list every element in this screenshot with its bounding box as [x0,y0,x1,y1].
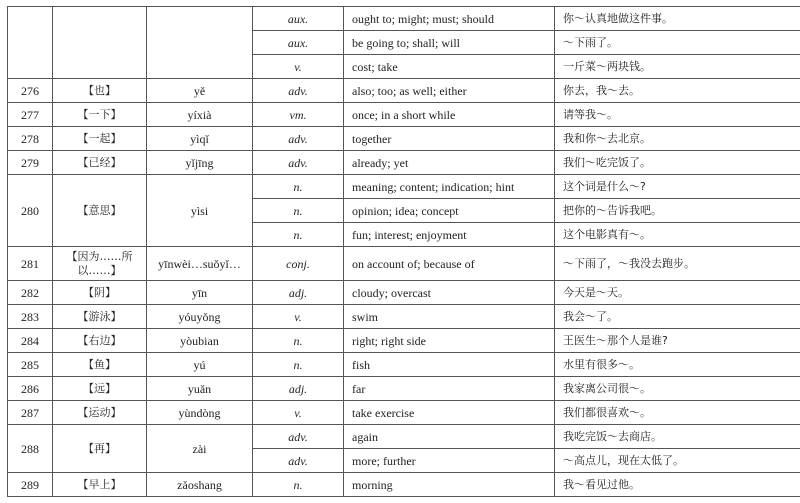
meaning: opinion; idea; concept [344,199,555,223]
table-row [8,7,800,31]
entry-number: 278 [8,127,53,151]
meaning: more; further [344,449,555,473]
example-sentence: 请等我～。 [555,103,800,127]
meaning: far [344,377,555,401]
part-of-speech: adv. [253,79,344,103]
entry-pinyin: yòubian [147,329,253,353]
example-sentence: 我们都很喜欢～。 [555,401,800,425]
part-of-speech: adv. [253,425,344,449]
part-of-speech: n. [253,199,344,223]
meaning: again [344,425,555,449]
entry-word: 【也】 [53,79,147,103]
entry-number: 288 [8,425,53,473]
entry-pinyin: yìqǐ [147,127,253,151]
part-of-speech: adv. [253,127,344,151]
entry-pinyin: yuǎn [147,377,253,401]
part-of-speech: vm. [253,103,344,127]
vocabulary-table [7,6,800,497]
meaning: take exercise [344,401,555,425]
meaning: be going to; shall; will [344,31,555,55]
table-row [8,79,800,103]
example-sentence: 你去，我～去。 [555,79,800,103]
meaning: on account of; because of [344,247,555,281]
example-sentence: 我会～了。 [555,305,800,329]
entry-word: 【早上】 [53,473,147,497]
example-sentence: 一斤菜～两块钱。 [555,55,800,79]
entry-word: 【鱼】 [53,353,147,377]
entry-word: 【阴】 [53,281,147,305]
table-row [8,281,800,305]
entry-pinyin: yīnwèi…suǒyǐ… [147,247,253,281]
meaning: ought to; might; must; should [344,7,555,31]
entry-pinyin: zài [147,425,253,473]
table-row [8,329,800,353]
table-row [8,151,800,175]
entry-number [8,7,53,79]
example-sentence: ～高点儿，现在太低了。 [555,449,800,473]
table-row [8,103,800,127]
part-of-speech: adv. [253,151,344,175]
meaning: fun; interest; enjoyment [344,223,555,247]
example-sentence: 这个词是什么～? [555,175,800,199]
example-sentence: 王医生～那个人是谁? [555,329,800,353]
table-row [8,175,800,199]
entry-pinyin: zǎoshang [147,473,253,497]
entry-word: 【远】 [53,377,147,401]
meaning: meaning; content; indication; hint [344,175,555,199]
part-of-speech: aux. [253,7,344,31]
part-of-speech: v. [253,55,344,79]
meaning: already; yet [344,151,555,175]
example-sentence: 这个电影真有～。 [555,223,800,247]
part-of-speech: n. [253,473,344,497]
entry-number: 285 [8,353,53,377]
table-row [8,377,800,401]
table-row [8,247,800,281]
example-sentence: 我吃完饭～去商店。 [555,425,800,449]
example-sentence: 你～认真地做这件事。 [555,7,800,31]
table-row [8,127,800,151]
table-row [8,425,800,449]
part-of-speech: aux. [253,31,344,55]
table-row [8,473,800,497]
entry-pinyin: yìsi [147,175,253,247]
entry-word: 【已经】 [53,151,147,175]
entry-number: 289 [8,473,53,497]
meaning: also; too; as well; either [344,79,555,103]
entry-number: 286 [8,377,53,401]
meaning: once; in a short while [344,103,555,127]
entry-word: 【一下】 [53,103,147,127]
part-of-speech: conj. [253,247,344,281]
entry-number: 280 [8,175,53,247]
entry-word: 【右边】 [53,329,147,353]
entry-word: 【因为……所以……】 [53,247,147,281]
entry-word: 【一起】 [53,127,147,151]
entry-pinyin: yú [147,353,253,377]
entry-word [53,7,147,79]
meaning: right; right side [344,329,555,353]
part-of-speech: n. [253,353,344,377]
part-of-speech: v. [253,401,344,425]
example-sentence: 把你的～告诉我吧。 [555,199,800,223]
meaning: cloudy; overcast [344,281,555,305]
meaning: swim [344,305,555,329]
meaning: morning [344,473,555,497]
vocabulary-table-body [8,7,800,497]
entry-number: 279 [8,151,53,175]
entry-word: 【游泳】 [53,305,147,329]
entry-pinyin [147,7,253,79]
meaning: together [344,127,555,151]
meaning: fish [344,353,555,377]
entry-word: 【运动】 [53,401,147,425]
entry-number: 276 [8,79,53,103]
entry-pinyin: yǐjīng [147,151,253,175]
example-sentence: 我和你～去北京。 [555,127,800,151]
entry-word: 【意思】 [53,175,147,247]
entry-pinyin: yě [147,79,253,103]
part-of-speech: n. [253,223,344,247]
entry-number: 281 [8,247,53,281]
part-of-speech: v. [253,305,344,329]
example-sentence: ～下雨了，～我没去跑步。 [555,247,800,281]
example-sentence: 我家离公司很～。 [555,377,800,401]
entry-number: 287 [8,401,53,425]
part-of-speech: n. [253,175,344,199]
entry-pinyin: yùndòng [147,401,253,425]
example-sentence: 水里有很多～。 [555,353,800,377]
example-sentence: ～下雨了。 [555,31,800,55]
entry-pinyin: yīn [147,281,253,305]
entry-pinyin: yíxià [147,103,253,127]
entry-number: 284 [8,329,53,353]
meaning: cost; take [344,55,555,79]
entry-pinyin: yóuyǒng [147,305,253,329]
part-of-speech: adj. [253,281,344,305]
entry-number: 282 [8,281,53,305]
table-row [8,305,800,329]
entry-number: 277 [8,103,53,127]
example-sentence: 今天是～天。 [555,281,800,305]
example-sentence: 我～看见过他。 [555,473,800,497]
part-of-speech: adj. [253,377,344,401]
example-sentence: 我们～吃完饭了。 [555,151,800,175]
part-of-speech: n. [253,329,344,353]
table-row [8,401,800,425]
entry-word: 【再】 [53,425,147,473]
part-of-speech: adv. [253,449,344,473]
table-row [8,353,800,377]
entry-number: 283 [8,305,53,329]
